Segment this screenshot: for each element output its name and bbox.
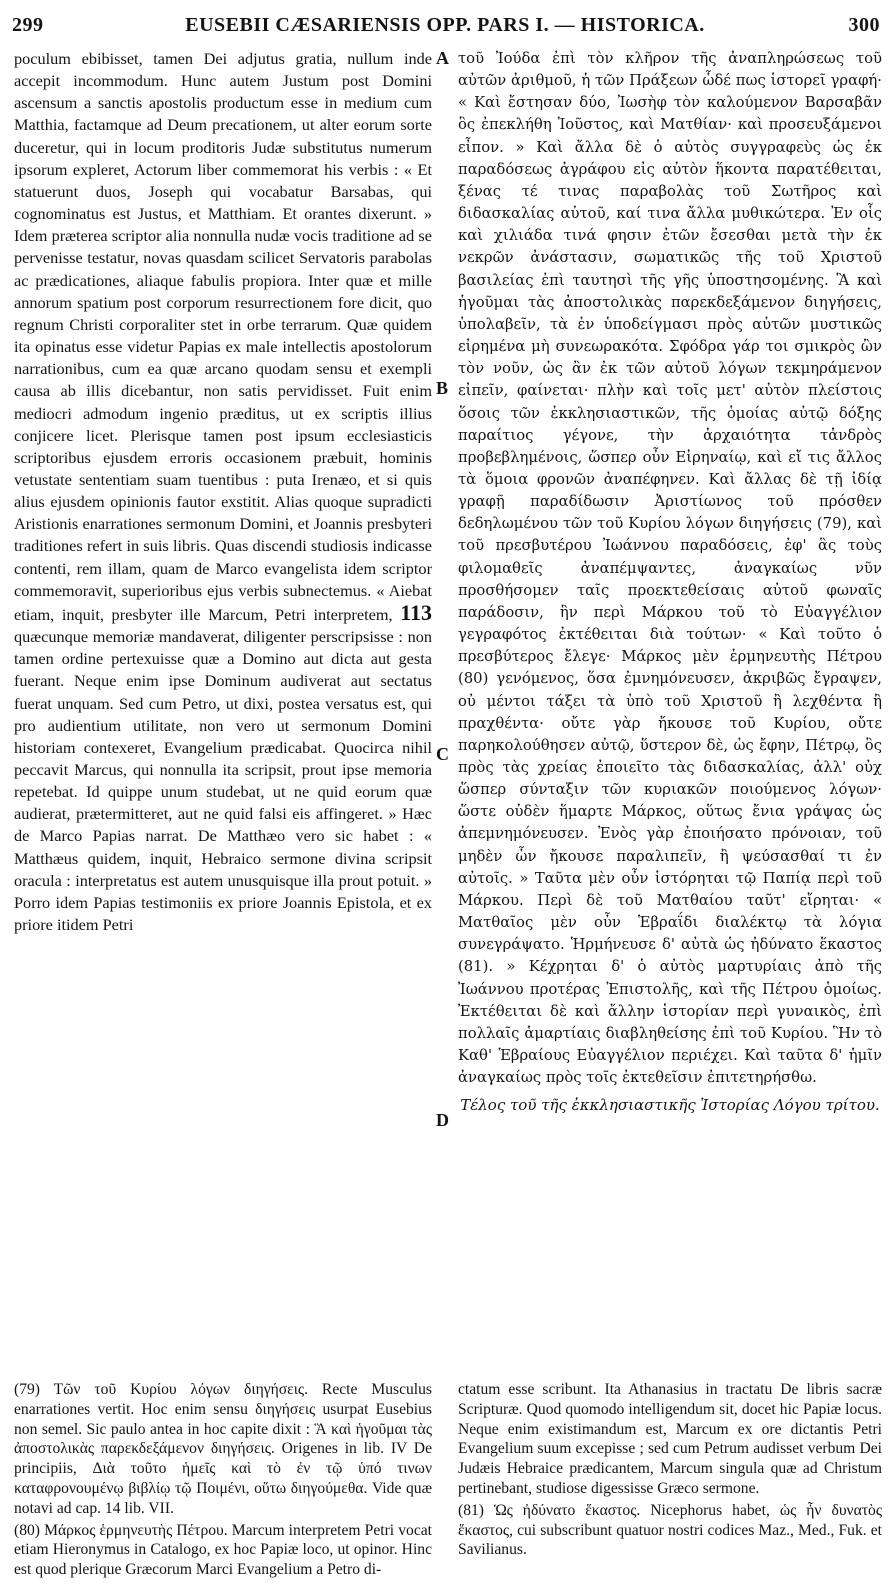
footnotes-right: [458, 1380, 882, 1562]
greek-text: τοῦ Ἰούδα ἐπὶ τὸν κλῆρον τῆς ἀναπληρώσεως τοῦ αὐτῶν ἀριθμοῦ, ἡ τῶν Πράξεων ὧδέ πως ἱστορεῖ γραφή· « Καὶ ἔστησαν δύο, Ἰωσὴφ τὸν καλούμενον Βαρσαβᾶν ὃς ἐπεκλήθη Ἰοῦστος, καὶ Ματθίαν· καὶ προσευξάμενοι εἶπον. » Καὶ ἄλλα δὲ ὁ αὐτὸς συγγραφεὺς ὡς ἐκ παραδόσεως ἀγράφου εἰς αὐτὸν ἥκοντα παρατέθειται, ξένας τέ τινας παραβολὰς τοῦ Σωτῆρος καὶ διδασκαλίας αὐτοῦ, καί τινα ἄλλα μυθικώτερα. Ἐν οἷς καὶ χιλιάδα τινά φησιν ἐτῶν ἔσεσθαι μετὰ τὴν ἐκ νεκρῶν ἀνάστασιν, σωματικῶς τῆς τοῦ Χριστοῦ βασιλείας ἐπὶ ταυτησὶ τῆς γῆς ὑποστησομένης. Ἃ καὶ ἡγοῦμαι τὰς ἀποστολικὰς παρεκδεξάμενον διηγήσεις, ὑπολαβεῖν, τὰ ἐν ὑποδείγμασι πρὸς αὐτῶν μυστικῶς εἰρημένα μὴ συνεωρακότα. Σφόδρα γάρ τοι σμικρὸς ὢν τὸν νοῦν, ὡς ἂν ἐκ τῶν αὐτοῦ λόγων τεκμηράμενον εἰπεῖν, φαίνεται· πλὴν καὶ τοῖς μετ' αὐτὸν πλείστοις ὅσοις τῶν ἐκκλησιαστικῶν, τῆς ὁμοίας αὐτῷ δόξης παραίτιος γέγονε, τὴν ἀρχαιότητα τἀνδρὸς προβεβλημένοις, ὥσπερ οὖν Εἰρηναίῳ, καὶ εἴ τις ἄλλος τὰ ὅμοια φρονῶν ἀναπέφηνεν. Καὶ ἄλλας δὲ τῇ ἰδίᾳ γραφῇ παραδίδωσιν Ἀριστίωνος τοῦ πρόσθεν δεδηλωμένου τῶν τοῦ Κυρίου λόγων διηγήσεις (79), καὶ τοῦ πρεσβυτέρου Ἰωάννου παραδόσεις, ἐφ' ἃς τοὺς φιλομαθεῖς ἀναπέμψαντες, ἀναγκαίως νῦν προσθήσομεν ταῖς προεκτεθείσαις αὐτοῦ φωναῖς παράδοσιν, ἣν περὶ Μάρκου τοῦ τὸ Εὐαγγέλιον γεγραφότος ἐκτέθειται διὰ τούτων· « Καὶ τοῦτο ὁ πρεσβύτερος ἔλεγε· Μάρκος μὲν ἑρμηνευτὴς Πέτρου (80) γενόμενος, ὅσα ἐμνημόνευσεν, ἀκριβῶς ἔγραψεν, οὐ μέντοι τάξει τὰ ὑπὸ τοῦ Χριστοῦ ἢ λεχθέντα ἢ πραχθέντα· οὔτε γὰρ ἤκουσε τοῦ Κυρίου, οὔτε παρηκολούθησεν αὐτῷ, ὕστερον δὲ, ὡς ἔφην, Πέτρῳ, ὃς πρὸς τὰς χρείας ἐποιεῖτο τὰς διδασκαλίας, ἀλλ' οὐχ ὥσπερ σύνταξιν τῶν κυριακῶν ποιούμενος λόγων· ὥστε οὐδὲν ἥμαρτε Μάρκος, οὕτως ἔνια γράψας ὡς ἀπεμνημόνευσεν. Ἑνὸς γὰρ ἐποιήσατο πρόνοιαν, τοῦ μηδὲν ὧν ἤκουσε παραλιπεῖν, ἢ ψεύσασθαί τι ἐν αὐτοῖς. » Ταῦτα μὲν οὖν ἱστόρηται τῷ Παπίᾳ περὶ τοῦ Μάρκου. Περὶ δὲ τοῦ Ματθαίου ταῦτ' εἴρηται· « Ματθαῖος μὲν οὖν Ἑβραΐδι διαλέκτῳ τὰ λόγια συνεγράψατο. Ἡρμήνευσε δ' αὐτὰ ὡς ἠδύνατο ἕκαστος (81). » Κέχρηται δ' ὁ αὐτὸς μαρτυρίαις ἀπὸ τῆς Ἰωάννου προτέρας Ἐπιστολῆς, καὶ τῆς Πέτρου ὁμοίως. Ἐκτέθειται δὲ καὶ ἄλλην ἱστορίαν περὶ γυναικὸς, ἐπὶ πολλαῖς ἁμαρτίαις διαβληθείσης ἐπὶ τοῦ Κυρίου. Ἣν τὸ Καθ' Ἑβραίους Εὐαγγέλιον περιέχει. Καὶ ταῦτα δ' ἡμῖν ἀναγκαίως πρὸς τοῖς ἐκτεθεῖσιν ἐπιτετηρήσθω.: [458, 50, 882, 1087]
footnote-80: (80) Μάρκος ἑρμηνευτὴς Πέτρου. Marcum interpretem Petri vocat etiam Hieronymus in Catalogo, ex hoc Papiæ loco, ut opinor. Hinc est quod plerique Græcorum Marci Evangelium a Petro di-: [14, 1521, 432, 1579]
page-number-left: 299: [12, 14, 44, 36]
greek-column: [458, 48, 882, 1115]
section-marker-d: D: [436, 1110, 449, 1130]
footnote-79: (79) Τῶν τοῦ Κυρίου λόγων διηγήσεις. Recte Musculus enarrationes vertit. Hoc enim sensu διηγήσεις usurpat Eusebius non semel. Sic paulo antea in hoc capite dixit : Ἃ καὶ ἡγοῦμαι τὰς ἀποστολικὰς παρεκδεξάμενον διηγήσεις. Origenes in lib. IV De principiis, Διὰ τοῦτο ἡμεῖς καὶ τὸ ἐν τῷ ὑπό τινων καταφρονουμένῳ βιβλίῳ τῷ Ποιμένι, οὕτω διηγούμεθα. Vide quæ notavi ad cap. 14 lib. VII.: [14, 1381, 432, 1517]
latin-text-part-1: poculum ebibisset, tamen Dei adjutus gratia, nullum inde accepit incommodum. Hunc autem Justum post Domini ascensum a sanctis apostolis productum esse in medium cum Matthia, factamque ad Deum precationem, ut alter eorum sorte duceretur, qui in locum proditoris Judæ substitutus numerum ipsorum expleret, Actorum liber commemorat his verbis : « Et statuerunt duos, Joseph qui vocabatur Barsabas, qui cognominatus est Justus, et Matthiam. Et orantes dixerunt. » Idem præterea scriptor alia nonnulla nudæ vocis traditione ad se pervenisse testatur, novas quasdam scilicet Servatoris parabolas ac prædicationes, aliaque fabulis propiora. Inter quæ et mille annorum spatium post corporum resurrectionem fore dicit, quo regnum Christi corporaliter stet in orbe terrarum. Quæ quidem ita opinatus esse videtur Papias ex male intellectis apostolorum narrationibus, cum ea quæ arcano quodam sensu et exempli causa ab illis dicebantur, non satis pervidisset. Fuit enim mediocri admodum ingenio præditus, ut ex scriptis illius conjicere licet. Plerisque tamen post ipsum ecclesiasticis scriptoribus ejusdem erroris occasionem præbuit, hominis vetustate sententiam suam tuentibus : puta Irenæo, et si quis alius ejusdem opinionis fautor exstitit. Alias quoque supradicti Aristionis enarrationes sermonum Domini, et Joannis presbyteri traditiones refert in suis libris. Quas discendi studiosis indicasse contenti, rem illam, quam de Marco evangelista idem scriptor commemoravit, superioribus ejus verbis subnectemus. « Aiebat etiam, inquit, presbyter ille Marcum, Petri interpretem,: [14, 49, 432, 624]
latin-text-part-2: quæcunque memoriæ mandaverat, diligenter perscripsisse : non tamen ordine pertexuisse quæ a Domino aut dicta aut gesta fuerant. Neque enim ipse Dominum audiverat aut sectatus fuerat unquam. Sed cum Petro, ut dixi, postea versatus est, qui pro audientium utilitate, non vero ut sermonum Domini historiam contexeret, Evangelium prædicabat. Quocirca nihil peccavit Marcus, qui nonnulla ita scripsit, prout ipse memoria repetebat. Id quippe unum studebat, ut ne quid eorum quæ audierat, prætermitteret, aut ne quid falsi eis affingeret. » Hæc de Marco Papias narrat. De Matthæo vero sic habet : « Matthæus quidem, inquit, Hebraico sermone divina scripsit oracula : interpretatus est autem unusquisque illa prout potuit. » Porro idem Papias testimoniis ex priore Joannis Epistola, et ex priore itidem Petri: [14, 627, 432, 935]
running-header: [12, 14, 880, 44]
latin-column: [14, 48, 432, 936]
latin-text: [14, 48, 432, 936]
section-marker-a: A: [436, 48, 449, 68]
section-marker-b: B: [436, 378, 449, 398]
page-number-right: 300: [848, 14, 880, 36]
section-marker-c: C: [436, 744, 449, 764]
column-number: 113: [400, 599, 432, 625]
footnote-81: (81) Ὡς ἠδύνατο ἕκαστος. Nicephorus habet, ὡς ἦν δυνατὸς ἕκαστος, cui subscribunt quatuor nostri codices Maz., Med., Fuk. et Savilianus.: [458, 1501, 882, 1559]
running-title: EUSEBII CÆSARIENSIS OPP. PARS I. — HISTORICA.: [185, 14, 705, 36]
footnote-80-continued: ctatum esse scribunt. Ita Athanasius in tractatu De libris sacræ Scripturæ. Quod quomodo intelligendum sit, docet hic Papiæ locus. Neque enim existimandum est, Marcum ex ore dictantis Petri Evangelium suum excepisse ; sed cum Petrum audisset verbum Dei Judæis Hebraice prædicantem, Marcum singula quæ ad Christum pertinebant, studiose digessisse Græco sermone.: [458, 1381, 882, 1497]
book-end-title: Τέλος τοῦ τῆς ἐκκλησιαστικῆς Ἱστορίας Λόγου τρίτου.: [460, 1096, 880, 1115]
footnotes-left: [14, 1380, 432, 1582]
